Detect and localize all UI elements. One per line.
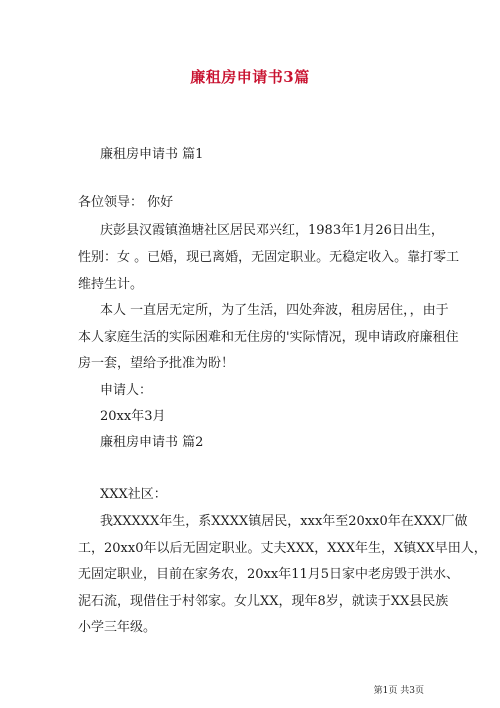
section-heading-2: 廉租房申请书 篇2: [100, 435, 204, 450]
date-line: 20xx年3月: [100, 409, 166, 424]
paragraph-line: 工，20xx0年以后无固定职业。丈夫XXX，XXX年生，X镇XX早田人，: [78, 541, 487, 556]
page-footer: 第1页 共3页: [373, 686, 424, 696]
paragraph-line: 无固定职业，目前在家务农，20xx年11月5日家中老房毁于洪水、: [78, 567, 460, 582]
paragraph-line: 小学三年级。: [78, 620, 157, 635]
paragraph-line: 房一套，望给予批准为盼！: [78, 356, 235, 371]
addressee: XXX社区：: [100, 487, 167, 502]
paragraph-line: 庆彭县汉霞镇渔塘社区居民邓兴红，1983年1月26日出生，: [100, 223, 444, 238]
paragraph-line: 性别：女 。已婚，现已离婚，无固定职业。无稳定收入。靠打零工: [78, 250, 460, 265]
paragraph-line: 本人家庭生活的实际困难和无住房的'实际情况，现申请政府廉租住: [78, 330, 459, 345]
section-heading-1: 廉租房申请书 篇1: [100, 147, 204, 162]
paragraph-line: 泥石流，现借住于村邻家。女儿XX，现年8岁，就读于XX县民族: [78, 594, 449, 609]
document-title: 廉租房申请书3篇: [190, 68, 310, 86]
paragraph-line: 我XXXXX年生，系XXXX镇居民，xxx年至20xx0年在XXX厂做: [100, 514, 468, 529]
applicant-label: 申请人：: [100, 383, 153, 398]
paragraph-line: 维持生计。: [78, 277, 144, 292]
paragraph-line: 本人 一直居无定所，为了生活，四处奔波，租房居住，，由于: [100, 303, 449, 318]
salutation: 各位领导： 你好: [78, 195, 174, 210]
